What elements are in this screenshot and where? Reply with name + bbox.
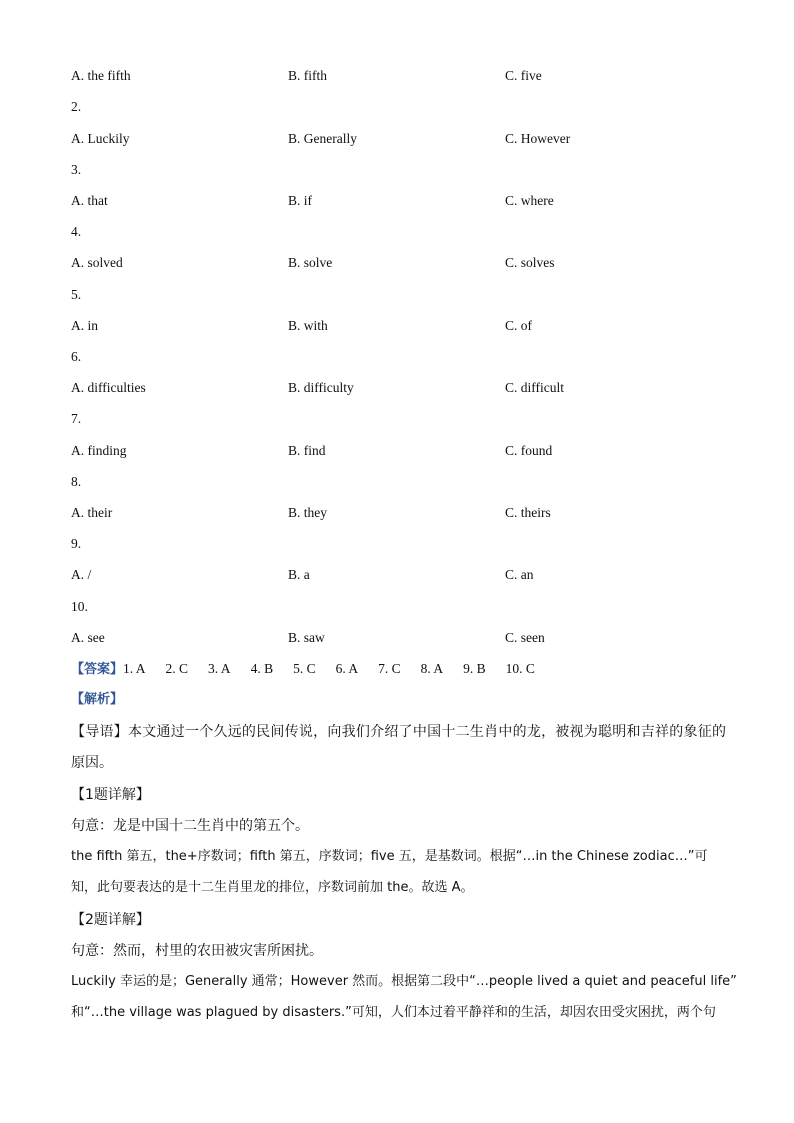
option-c: C. theirs bbox=[505, 505, 551, 520]
answer-item: 5. C bbox=[293, 661, 316, 676]
option-b: B. with bbox=[288, 318, 328, 333]
question-6-options bbox=[71, 380, 731, 398]
option-c: C. solves bbox=[505, 255, 555, 270]
option-c: C. found bbox=[505, 443, 553, 458]
q1-explanation-line-2: 知，此句要表达的是十二生肖里龙的排位，序数词前加 the。故选 A。 bbox=[71, 880, 474, 895]
option-a: A. Luckily bbox=[71, 131, 130, 146]
answer-item: 4. B bbox=[250, 661, 274, 676]
answer-tag: 【答案】 bbox=[71, 662, 124, 677]
option-a: A. / bbox=[71, 567, 92, 582]
option-b: B. saw bbox=[288, 630, 325, 645]
q2-meaning: 句意：然而，村里的农田被灾害所困扰。 bbox=[71, 943, 323, 959]
q1-meaning: 句意：龙是中国十二生肖中的第五个。 bbox=[71, 818, 309, 834]
question-number: 6. bbox=[71, 349, 82, 364]
question-number: 8. bbox=[71, 474, 82, 489]
question-number: 10. bbox=[71, 599, 88, 614]
question-1-options bbox=[71, 68, 731, 86]
answer-item: 8. A bbox=[420, 661, 444, 676]
option-b: B. a bbox=[288, 567, 310, 582]
question-number: 2. bbox=[71, 99, 82, 114]
answer-item: 1. A bbox=[123, 661, 146, 676]
option-a: A. that bbox=[71, 193, 108, 208]
question-2-options bbox=[71, 131, 731, 149]
question-4-options bbox=[71, 255, 731, 273]
intro-paragraph: 【导语】本文通过一个久远的民间传说，向我们介绍了中国十二生肖中的龙，被视为聪明和吉祥的象征的原因。 bbox=[71, 724, 726, 771]
option-b: B. if bbox=[288, 193, 313, 208]
option-c: C. of bbox=[505, 318, 532, 333]
option-b: B. solve bbox=[288, 255, 333, 270]
answer-key bbox=[71, 661, 555, 678]
option-c: C. an bbox=[505, 567, 534, 582]
question-number: 4. bbox=[71, 224, 82, 239]
question-number: 7. bbox=[71, 411, 82, 426]
option-b: B. difficulty bbox=[288, 380, 354, 395]
option-c: C. seen bbox=[505, 630, 545, 645]
option-c: C. However bbox=[505, 131, 571, 146]
analysis-tag: 【解析】 bbox=[71, 692, 124, 707]
option-b: B. they bbox=[288, 505, 327, 520]
option-b: B. Generally bbox=[288, 131, 357, 146]
q2-title: 【2题详解】 bbox=[71, 912, 150, 928]
question-8-options bbox=[71, 505, 731, 523]
answer-item: 10. C bbox=[505, 661, 535, 676]
option-a: A. solved bbox=[71, 255, 123, 270]
question-7-options bbox=[71, 443, 731, 461]
question-9-options bbox=[71, 567, 731, 585]
question-number: 3. bbox=[71, 162, 82, 177]
q1-explanation-line-1: the fifth 第五，the+序数词；fifth 第五，序数词；five 五，是基数词。根据“…in the Chinese zodiac…”可 bbox=[71, 849, 708, 864]
answer-item: 3. A bbox=[208, 661, 231, 676]
q2-explanation-line-1: Luckily 幸运的是；Generally 通常；However 然而。根据第二段中“…people lived a quiet and peaceful life” bbox=[71, 974, 737, 989]
option-c: C. difficult bbox=[505, 380, 564, 395]
q2-explanation-line-2: 和“…the village was plagued by disasters.”可知，人们本过着平静祥和的生活，却因农田受灾困扰，两个句 bbox=[71, 1005, 716, 1020]
option-a: A. see bbox=[71, 630, 105, 645]
question-number: 5. bbox=[71, 287, 82, 302]
question-3-options bbox=[71, 193, 731, 211]
option-a: A. difficulties bbox=[71, 380, 146, 395]
answer-item: 9. B bbox=[463, 661, 486, 676]
answer-item: 6. A bbox=[335, 661, 359, 676]
answer-item: 2. C bbox=[165, 661, 189, 676]
option-b: B. fifth bbox=[288, 68, 327, 83]
option-b: B. find bbox=[288, 443, 326, 458]
question-5-options bbox=[71, 318, 731, 336]
option-a: A. in bbox=[71, 318, 98, 333]
option-c: C. five bbox=[505, 68, 542, 83]
option-a: A. the fifth bbox=[71, 68, 131, 83]
option-a: A. finding bbox=[71, 443, 127, 458]
q1-title: 【1题详解】 bbox=[71, 787, 150, 803]
option-c: C. where bbox=[505, 193, 554, 208]
question-10-options bbox=[71, 630, 731, 648]
answer-item: 7. C bbox=[378, 661, 401, 676]
option-a: A. their bbox=[71, 505, 113, 520]
question-number: 9. bbox=[71, 536, 82, 551]
